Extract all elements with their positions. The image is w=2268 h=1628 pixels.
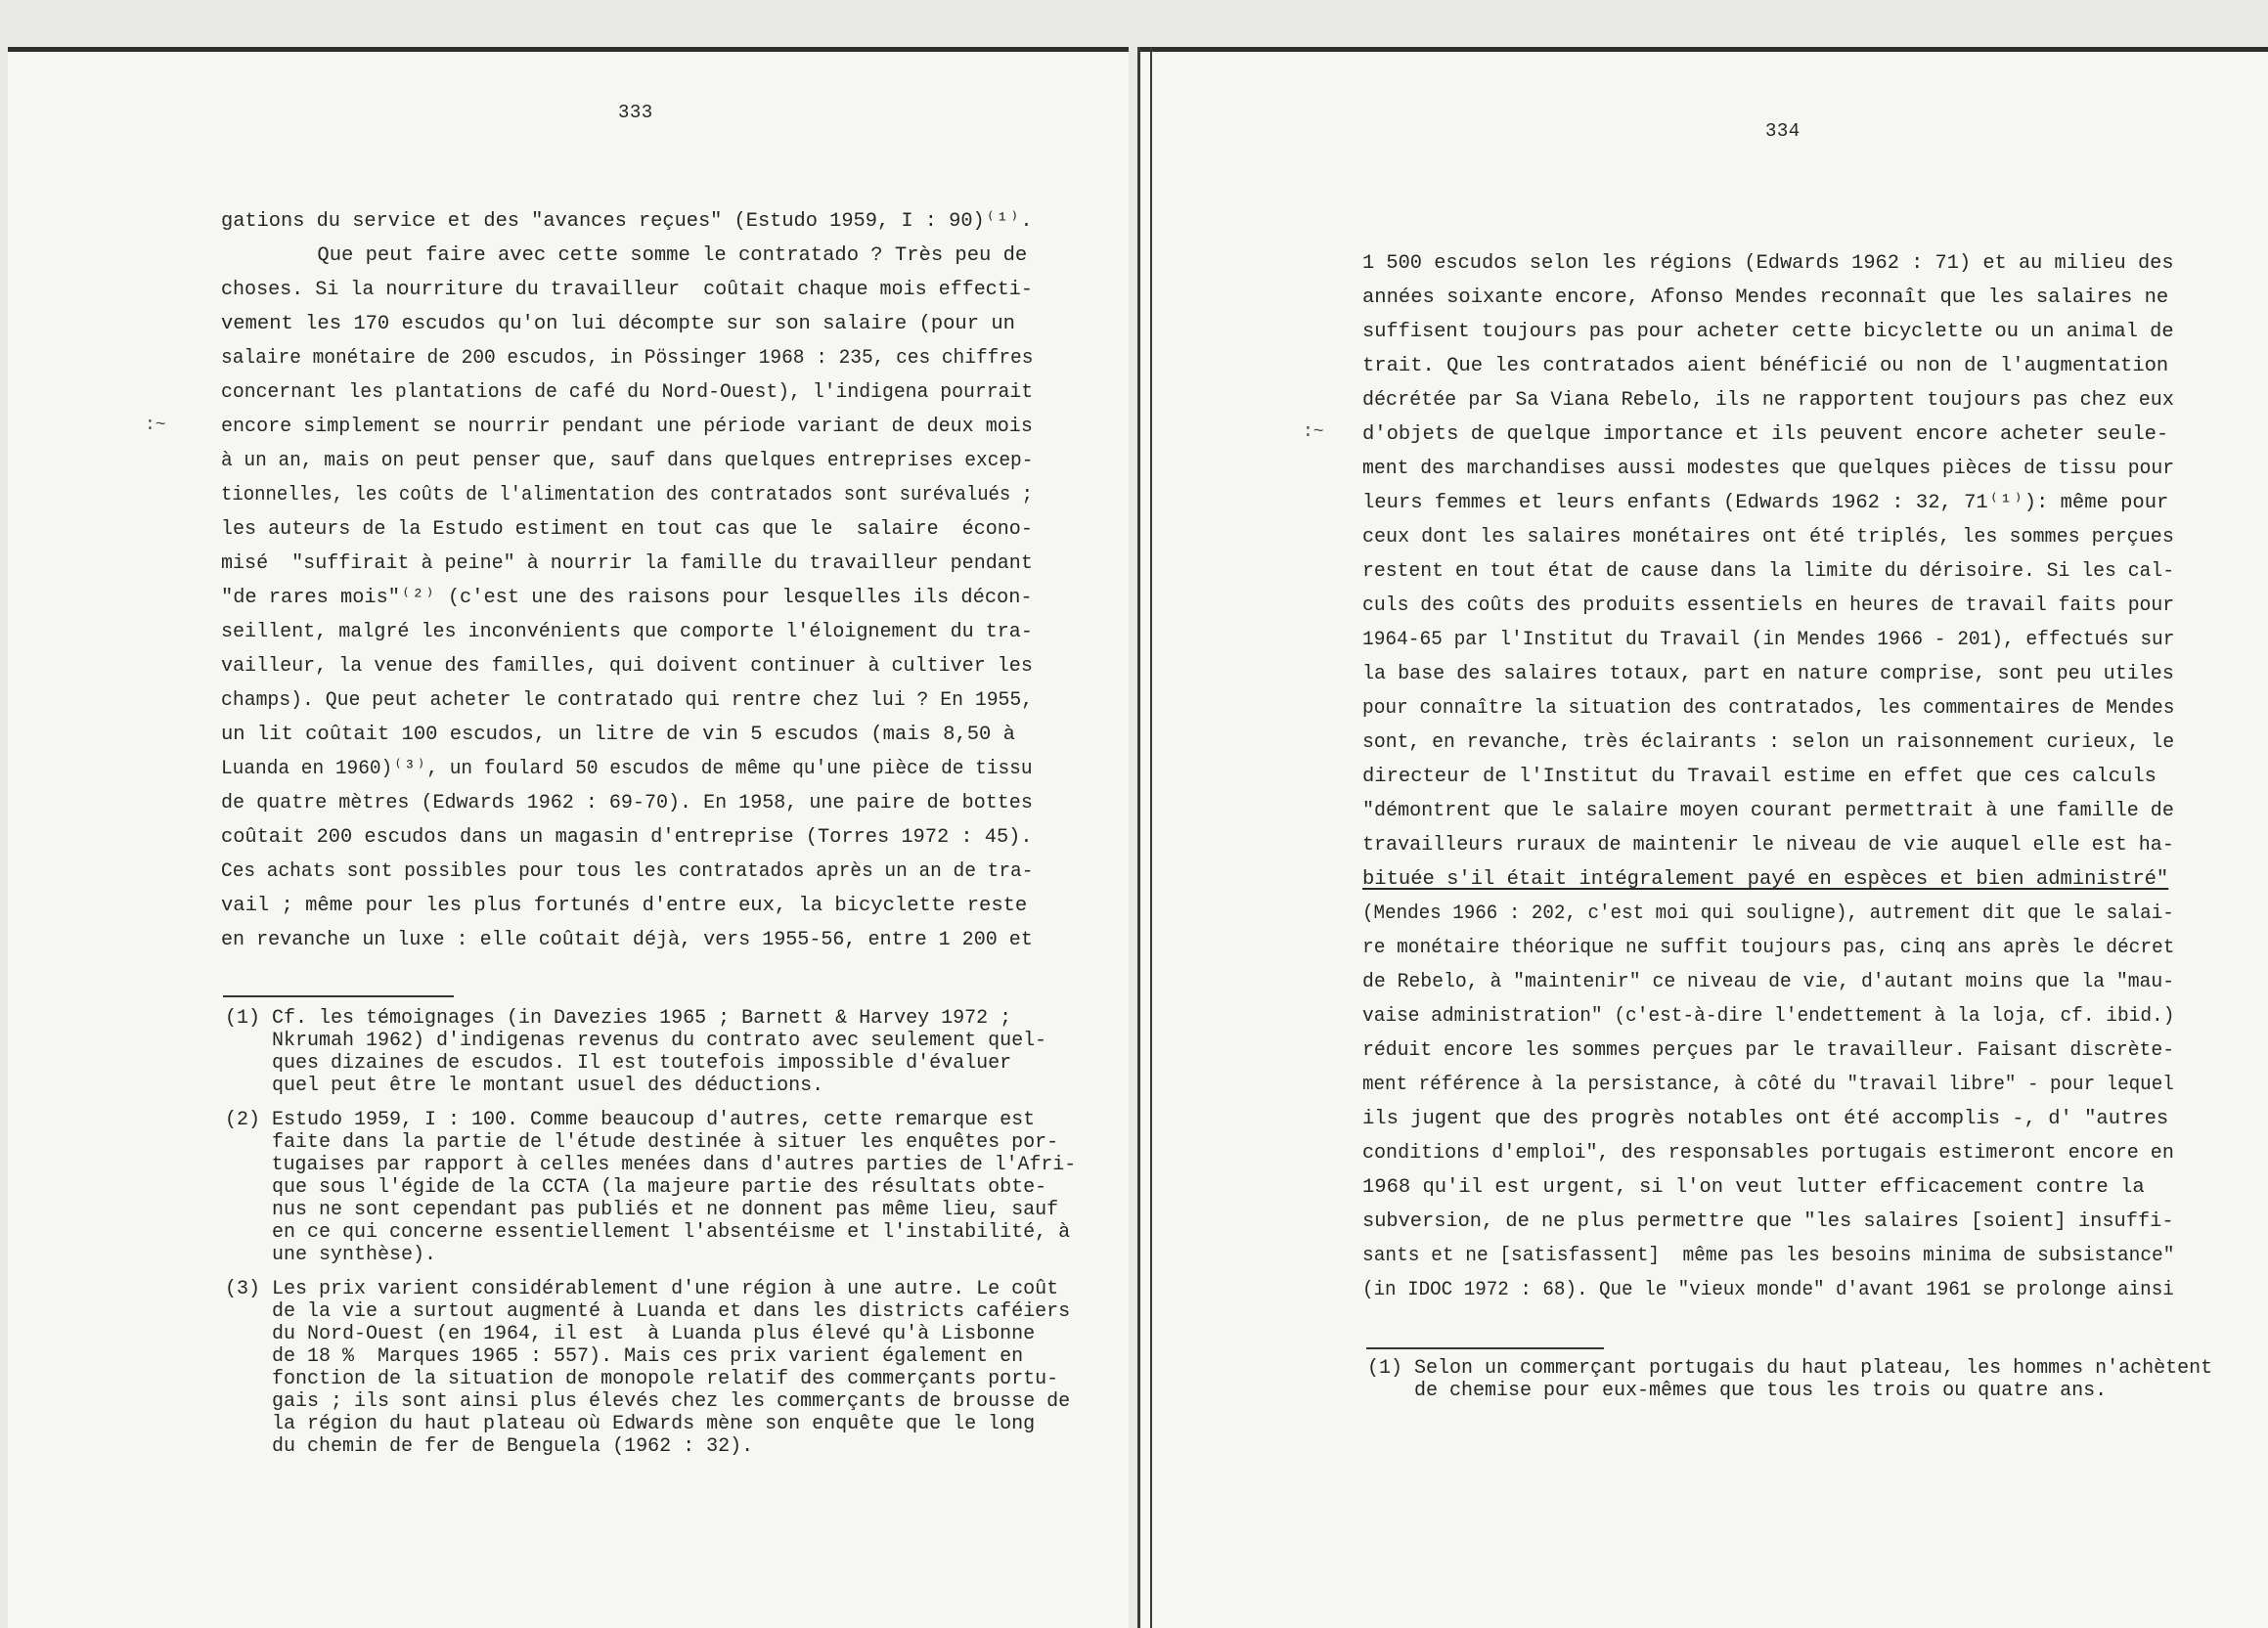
text-line: de Rebelo, à "maintenir" ce niveau de vie, d'autant moins que la "mau- [1362, 971, 2175, 993]
footnote-rule [1366, 1347, 1604, 1349]
text-line: Que peut faire avec cette somme le contratado ? Très peu de [221, 244, 1028, 267]
text-line: subversion, de ne plus permettre que "les salaires [soient] insuffi- [1362, 1210, 2174, 1233]
text-line: concernant les plantations de café du Nord-Ouest), l'indigena pourrait [221, 381, 1034, 404]
text-line: vail ; même pour les plus fortunés d'entre eux, la bicyclette reste [221, 895, 1028, 917]
footnote-line: de chemise pour eux-mêmes que tous les trois ou quatre ans. [1367, 1380, 2108, 1402]
text-line: misé "suffirait à peine" à nourrir la famille du travailleur pendant [221, 552, 1033, 575]
text-line: de quatre mètres (Edwards 1962 : 69-70). En 1958, une paire de bottes [221, 792, 1033, 814]
text-line: trait. Que les contratados aient bénéficié ou non de l'augmentation [1362, 355, 2169, 377]
text-line: re monétaire théorique ne suffit toujours pas, cinq ans après le décret [1362, 937, 2175, 959]
text-line: travailleurs ruraux de maintenir le niveau de vie auquel elle est ha- [1362, 834, 2174, 857]
text-line: seillent, malgré les inconvénients que comporte l'éloignement du tra- [221, 621, 1033, 643]
footnote-line: (1) Cf. les témoignages (in Davezies 1965 ; Barnett & Harvey 1972 ; [225, 1007, 1012, 1030]
footnote-line: du chemin de fer de Benguela (1962 : 32). [225, 1435, 754, 1458]
footnote-line: fonction de la situation de monopole relatif des commerçants portu- [225, 1368, 1059, 1390]
text-line: la base des salaires totaux, part en nature comprise, sont peu utiles [1362, 663, 2174, 685]
text-line: ils jugent que des progrès notables ont été accomplis -, d' "autres [1362, 1108, 2169, 1130]
footnote-line: de 18 % Marques 1965 : 557). Mais ces prix varient également en [225, 1345, 1024, 1368]
text-line: encore simplement se nourrir pendant une période variant de deux mois [221, 416, 1033, 438]
book-spine [1137, 47, 1140, 1628]
text-line: (in IDOC 1972 : 68). Que le "vieux monde" d'avant 1961 se prolonge ainsi [1362, 1279, 2174, 1301]
text-line: sants et ne [satisfassent] même pas les besoins minima de subsistance" [1362, 1245, 2175, 1267]
text-line: un lit coûtait 100 escudos, un litre de vin 5 escudos (mais 8,50 à [221, 724, 1015, 746]
text-line: décrétée par Sa Viana Rebelo, ils ne rapportent toujours pas chez eux [1362, 389, 2174, 412]
page-number: 334 [1765, 120, 1801, 142]
text-line: vailleur, la venue des familles, qui doivent continuer à cultiver les [221, 655, 1033, 678]
text-line: conditions d'emploi", des responsables portugais estimeront encore en [1362, 1142, 2174, 1165]
text-line: 1968 qu'il est urgent, si l'on veut lutter efficacement contre la [1362, 1176, 2145, 1199]
text-line: ment des marchandises aussi modestes que quelques pièces de tissu pour [1362, 458, 2175, 480]
text-line: 1964-65 par l'Institut du Travail (in Mendes 1966 - 201), effectués sur [1362, 629, 2175, 651]
text-line: leurs femmes et leurs enfants (Edwards 1962 : 32, 71⁽¹⁾): même pour [1362, 492, 2169, 514]
footnote-line: en ce qui concerne essentiellement l'absentéisme et l'instabilité, à [225, 1221, 1071, 1244]
footnote-line: (1) Selon un commerçant portugais du haut plateau, les hommes n'achètent [1367, 1357, 2213, 1380]
footnote-line: la région du haut plateau où Edwards mène son enquête que le long [225, 1413, 1036, 1435]
text-line: restent en tout état de cause dans la limite du dérisoire. Si les cal- [1362, 560, 2175, 583]
page-number: 333 [618, 102, 653, 123]
text-line: gations du service et des "avances reçues" (Estudo 1959, I : 90)⁽¹⁾. [221, 210, 1033, 233]
footnote-line: que sous l'égide de la CCTA (la majeure partie des résultats obte- [225, 1176, 1047, 1199]
text-line: pour connaître la situation des contratados, les commentaires de Mendes [1362, 697, 2175, 720]
text-line: champs). Que peut acheter le contratado qui rentre chez lui ? En 1955, [221, 689, 1034, 712]
margin-dash-mark: :~ [1303, 422, 1324, 442]
text-line: suffisent toujours pas pour acheter cette bicyclette ou un animal de [1362, 321, 2174, 343]
footnote-rule [223, 995, 454, 997]
text-line: ment référence à la persistance, à côté du "travail libre" - pour lequel [1362, 1074, 2174, 1096]
text-line: Luanda en 1960)⁽³⁾, un foulard 50 escudos de même qu'une pièce de tissu [221, 758, 1033, 780]
text-line: salaire monétaire de 200 escudos, in Pössinger 1968 : 235, ces chiffres [221, 347, 1034, 370]
footnote-line: quel peut être le montant usuel des déductions. [225, 1075, 824, 1097]
text-line: Ces achats sont possibles pour tous les contratados après un an de tra- [221, 860, 1034, 883]
footnote-line: gais ; ils sont ainsi plus élevés chez les commerçants de brousse de [225, 1390, 1071, 1413]
text-line: à un an, mais on peut penser que, sauf dans quelques entreprises excep- [221, 450, 1034, 472]
footnote-line: de la vie a surtout augmenté à Luanda et dans les districts caféiers [225, 1300, 1071, 1323]
text-line: coûtait 200 escudos dans un magasin d'entreprise (Torres 1972 : 45). [221, 826, 1033, 849]
text-line: choses. Si la nourriture du travailleur coûtait chaque mois effecti- [221, 279, 1033, 301]
text-line: années soixante encore, Afonso Mendes reconnaît que les salaires ne [1362, 286, 2169, 309]
text-line: réduit encore les sommes perçues par le travailleur. Faisant discrète- [1362, 1039, 2175, 1062]
footnote-line: une synthèse). [225, 1244, 437, 1266]
text-line: en revanche un luxe : elle coûtait déjà, vers 1955-56, entre 1 200 et [221, 929, 1033, 951]
footnote-line: ques dizaines de escudos. Il est toutefois impossible d'évaluer [225, 1052, 1012, 1075]
text-line: "démontrent que le salaire moyen courant permettrait à une famille de [1362, 800, 2174, 822]
margin-dash-mark: :~ [145, 416, 166, 435]
footnote-line: nus ne sont cependant pas publiés et ne donnent pas même lieu, sauf [225, 1199, 1059, 1221]
text-line: 1 500 escudos selon les régions (Edwards 1962 : 71) et au milieu des [1362, 252, 2174, 275]
footnote-line: Nkrumah 1962) d'indigenas revenus du contrato avec seulement quel- [225, 1030, 1047, 1052]
text-line: les auteurs de la Estudo estiment en tout cas que le salaire écono- [221, 518, 1033, 541]
text-line: (Mendes 1966 : 202, c'est moi qui souligne), autrement dit que le salai- [1362, 902, 2174, 925]
text-line: culs des coûts des produits essentiels en heures de travail faits pour [1362, 594, 2175, 617]
footnote-line: tugaises par rapport à celles menées dans d'autres parties de l'Afri- [225, 1154, 1077, 1176]
text-line: vement les 170 escudos qu'on lui décompte sur son salaire (pour un [221, 313, 1015, 335]
footnote-line: (2) Estudo 1959, I : 100. Comme beaucoup d'autres, cette remarque est [225, 1109, 1036, 1131]
text-line: tionnelles, les coûts de l'alimentation des contratados sont surévalués ; [221, 484, 1034, 506]
text-line: ceux dont les salaires monétaires ont été triplés, les sommes perçues [1362, 526, 2174, 549]
text-line: "de rares mois"⁽²⁾ (c'est une des raisons pour lesquelles ils décon- [221, 587, 1033, 609]
footnote-line: (3) Les prix varient considérablement d'une région à une autre. Le coût [225, 1278, 1059, 1300]
text-line: sont, en revanche, très éclairants : selon un raisonnement curieux, le [1362, 731, 2175, 754]
underlined-quote-line: bituée s'il était intégralement payé en espèces et bien administré" [1362, 868, 2169, 891]
text-line: directeur de l'Institut du Travail estime en effet que ces calculs [1362, 766, 2157, 788]
text-line: d'objets de quelque importance et ils peuvent encore acheter seule- [1362, 423, 2169, 446]
book-spine-inner [1150, 47, 1152, 1628]
footnote-line: du Nord-Ouest (en 1964, il est à Luanda plus élevé qu'à Lisbonne [225, 1323, 1036, 1345]
footnote-line: faite dans la partie de l'étude destinée à situer les enquêtes por- [225, 1131, 1059, 1154]
text-line: vaise administration" (c'est-à-dire l'endettement à la loja, cf. ibid.) [1362, 1005, 2175, 1028]
